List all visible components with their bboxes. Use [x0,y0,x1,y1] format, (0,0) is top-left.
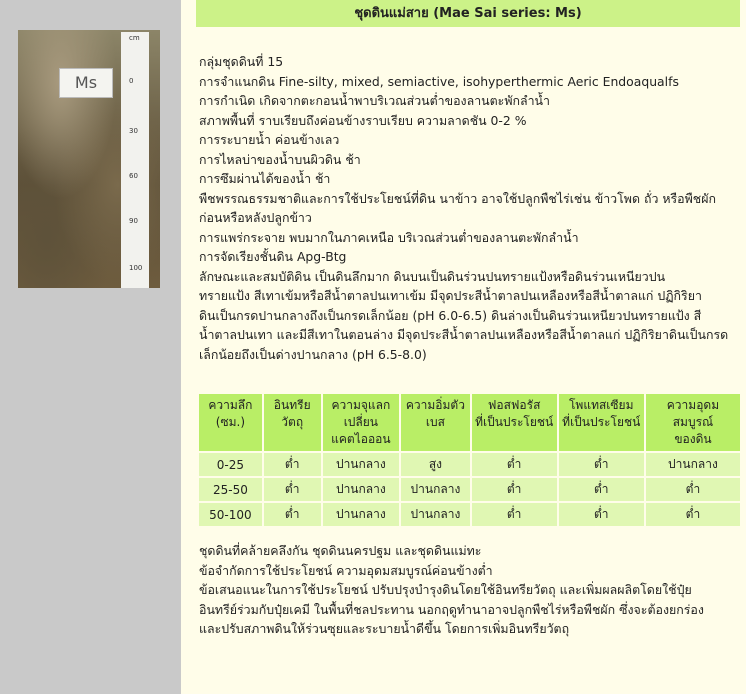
soil-fertility-table [197,392,742,528]
ruler-tick: 60 [129,172,138,180]
description-line: การจัดเรียงชั้นดิน Apg-Btg [199,249,347,264]
table-row [199,478,740,501]
description-line: การจำแนกดิน Fine-silty, mixed, semiactive, isohyperthermic Aeric Endoaqualfs [199,73,679,89]
description-line: สภาพพื้นที่ ราบเรียบถึงค่อนข้างราบเรียบ ความลาดชัน 0-2 % [199,112,527,128]
soil-profile-photo [18,30,160,288]
table-cell: ต่ำ [472,453,557,476]
description-line: พืชพรรณธรรมชาติและการใช้ประโยชน์ที่ดิน นาข้าว อาจใช้ปลูกพืชไร่เช่น ข้าวโพด ถั่ว หรือพืชผัก [199,190,716,206]
header-phosphorus: ฟอสฟอรัส ที่เป็นประโยชน์ [472,394,557,451]
ruler-tick: 90 [129,217,138,225]
description-line: น้ำตาลปนเทา และมีสีเทาในตอนล่าง มีจุดประสีน้ำตาลปนเหลืองหรือสีน้ำตาลแก่ ปฏิกิริยาดินเป็นกรด [199,327,729,342]
table-cell: ต่ำ [264,478,321,501]
ruler-tick: 100 [129,264,143,272]
table-cell: ปานกลาง [323,478,400,501]
description-line: ลักษณะและสมบัติดิน เป็นดินลึกมาก ดินบนเป็นดินร่วนปนทรายแป้งหรือดินร่วนเหนียวปน [199,268,666,284]
table-cell: ปานกลาง [646,453,740,476]
description-line: ก่อนหรือหลังปลูกข้าว [199,210,312,225]
table-cell: ต่ำ [646,478,740,501]
header-cec: ความจุแลก เปลี่ยน แคตไอออน [323,394,400,451]
note-line: ชุดดินที่คล้ายคลึงกัน ชุดดินนครปฐม และชุดดินแม่ทะ [199,543,482,558]
table-cell: ต่ำ [646,503,740,526]
table-cell: ต่ำ [559,478,644,501]
ruler-tick: 0 [129,77,134,85]
header-base-saturation: ความอิ่มตัว เบส [401,394,470,451]
ruler-tick: 30 [129,127,138,135]
table-cell: 25-50 [199,478,262,501]
measuring-ruler [121,32,149,288]
page-title: ชุดดินแม่สาย (Mae Sai series: Ms) [196,0,740,27]
table-cell: 50-100 [199,503,262,526]
header-potassium: โพแทสเซียม ที่เป็นประโยชน์ [559,394,644,451]
description-line: การระบายน้ำ ค่อนข้างเลว [199,132,340,147]
description-line: การแพร่กระจาย พบมากในภาคเหนือ บริเวณส่วนต่ำของลานตะพักลำน้ำ [199,229,579,245]
table-cell: ปานกลาง [401,503,470,526]
table-cell: ต่ำ [264,453,321,476]
photo-label: Ms [59,68,113,98]
table-cell: ปานกลาง [323,503,400,526]
description-line: ทรายแป้ง สีเทาเข้มหรือสีน้ำตาลปนเทาเข้ม มีจุดประสีน้ำตาลปนเหลืองหรือสีน้ำตาลแก่ ปฏิกิริยา [199,288,702,303]
description-line: การไหลบ่าของน้ำบนผิวดิน ช้า [199,151,361,167]
description-line: ดินเป็นกรดปานกลางถึงเป็นกรดเล็กน้อย (pH 6.0-6.5) ดินล่างเป็นดินร่วนเหนียวปนทรายแป้ง สี [199,307,702,323]
table-cell: ต่ำ [472,503,557,526]
table-header-row [199,394,740,451]
table-cell: ปานกลาง [401,478,470,501]
table-cell: ต่ำ [559,503,644,526]
table-cell: ต่ำ [559,453,644,476]
description-line: การกำเนิด เกิดจากตะกอนน้ำพาบริเวณส่วนต่ำของลานตะพักลำน้ำ [199,93,550,108]
description-line: การซึมผ่านได้ของน้ำ ช้า [199,171,331,186]
soil-description [199,52,739,364]
table-cell: ต่ำ [472,478,557,501]
table-row [199,503,740,526]
table-row [199,453,740,476]
header-fertility: ความอุดม สมบูรณ์ ของดิน [646,394,740,451]
header-organic-matter: อินทรีย วัตถุ [264,394,321,451]
note-line: และปรับสภาพดินให้ร่วนซุยและระบายน้ำดีขึ้น โดยการเพิ่มอินทรียวัตถุ [199,621,570,636]
left-sidebar [0,0,181,694]
table-cell: 0-25 [199,453,262,476]
description-line: กลุ่มชุดดินที่ 15 [199,54,284,69]
note-line: ข้อจำกัดการใช้ประโยชน์ ความอุดมสมบูรณ์ค่อนข้างต่ำ [199,562,493,578]
soil-notes [199,541,739,639]
note-line: ข้อเสนอแนะในการใช้ประโยชน์ ปรับปรุงบำรุงดินโดยใช้อินทรียวัตถุ และเพิ่มผลผลิตโดยใช้ปุ๋ย [199,582,692,597]
table-cell: ต่ำ [264,503,321,526]
note-line: อินทรีย์ร่วมกับปุ๋ยเคมี ในพื้นที่ชลประทาน นอกฤดูทำนาอาจปลูกพืชไร่หรือพืชผัก ซึ่งจะต้องยกร่อง [199,601,704,617]
ruler-tick: cm [129,34,140,42]
header-depth: ความลึก (ซม.) [199,394,262,451]
description-line: เล็กน้อยถึงเป็นด่างปานกลาง (pH 6.5-8.0) [199,346,427,362]
table-cell: ปานกลาง [323,453,400,476]
table-cell: สูง [401,453,470,476]
